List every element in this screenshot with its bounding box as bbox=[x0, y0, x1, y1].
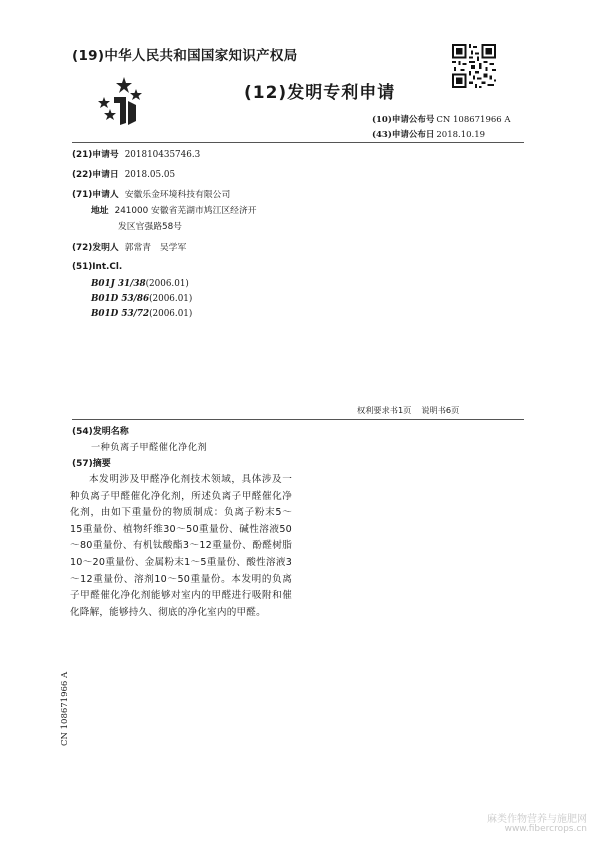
description-page-count: 说明书6页 bbox=[421, 405, 460, 415]
invention-title: 一种负离子甲醛催化净化剂 bbox=[91, 442, 208, 453]
inventors: 郭常青 吴学军 bbox=[124, 243, 187, 253]
publication-number: CN 108671966 A bbox=[436, 115, 511, 125]
title-label: (54)发明名称 bbox=[72, 427, 129, 437]
address-line-2: 发区官强路58号 bbox=[118, 222, 182, 232]
address-label: 地址 bbox=[91, 206, 109, 216]
application-number-row bbox=[72, 147, 200, 160]
filing-date-label: (22)申请日 bbox=[72, 170, 119, 180]
ipc-label: (51)Int.Cl. bbox=[72, 262, 123, 272]
filing-date: 2018.05.05 bbox=[124, 170, 176, 180]
ipc-entry: B01D 53/72(2006.01) bbox=[91, 309, 193, 319]
publication-date-row bbox=[372, 128, 485, 140]
cnipa-logo-icon bbox=[96, 75, 146, 127]
abstract-text: 本发明涉及甲醛净化剂技术领域，具体涉及一种负离子甲醛催化净化剂，所述负离子甲醛催化净化剂，由如下重量份的物质制成：负离子粉末5～15重量份、植物纤维30～50重量份、碱性溶液50～80重量份、有机钛酸酯3～12重量份、酚醛树脂10～20重量份、金属粉末1～5重量份、酸性溶液3～12重量份、溶剂10～50重量份。本发明的负离子甲醛催化净化剂能够对室内的甲醛进行吸附和催化降解，能够持久、彻底的净化室内的甲醛。 bbox=[70, 474, 292, 618]
ipc-entry: B01D 53/86(2006.01) bbox=[91, 294, 193, 304]
application-number-label: (21)申请号 bbox=[72, 150, 119, 160]
watermark-url: www.fibercrops.cn bbox=[504, 824, 587, 834]
watermark-text: 麻类作物营养与施肥网 bbox=[487, 814, 587, 825]
inventor-label: (72)发明人 bbox=[72, 243, 119, 253]
document-type: (12)发明专利申请 bbox=[244, 83, 396, 103]
applicant-row bbox=[72, 187, 230, 200]
side-publication-number: CN 108671966 A bbox=[60, 671, 70, 746]
publication-number-label: (10)申请公布号 bbox=[372, 115, 435, 125]
claims-page-count: 权利要求书1页 bbox=[357, 405, 412, 415]
application-number: 201810435746.3 bbox=[124, 150, 201, 160]
publication-number-row bbox=[372, 113, 511, 125]
section-divider bbox=[72, 419, 524, 420]
page-counts bbox=[357, 405, 459, 416]
publication-date-label: (43)申请公布日 bbox=[372, 130, 435, 140]
publication-date: 2018.10.19 bbox=[436, 130, 486, 140]
address-line-1: 241000 安徽省芜湖市鸠江区经济开 bbox=[114, 206, 257, 216]
ipc-entry: B01J 31/38(2006.01) bbox=[91, 279, 189, 289]
qr-code-icon bbox=[452, 44, 496, 88]
address-row bbox=[91, 203, 257, 216]
inventor-row bbox=[72, 240, 186, 253]
abstract-label: (57)摘要 bbox=[72, 459, 111, 469]
office-name: (19)中华人民共和国国家知识产权局 bbox=[72, 48, 298, 64]
applicant-label: (71)申请人 bbox=[72, 190, 119, 200]
header-divider bbox=[72, 142, 524, 143]
applicant: 安徽乐金环境科技有限公司 bbox=[124, 190, 231, 200]
filing-date-row bbox=[72, 167, 175, 180]
